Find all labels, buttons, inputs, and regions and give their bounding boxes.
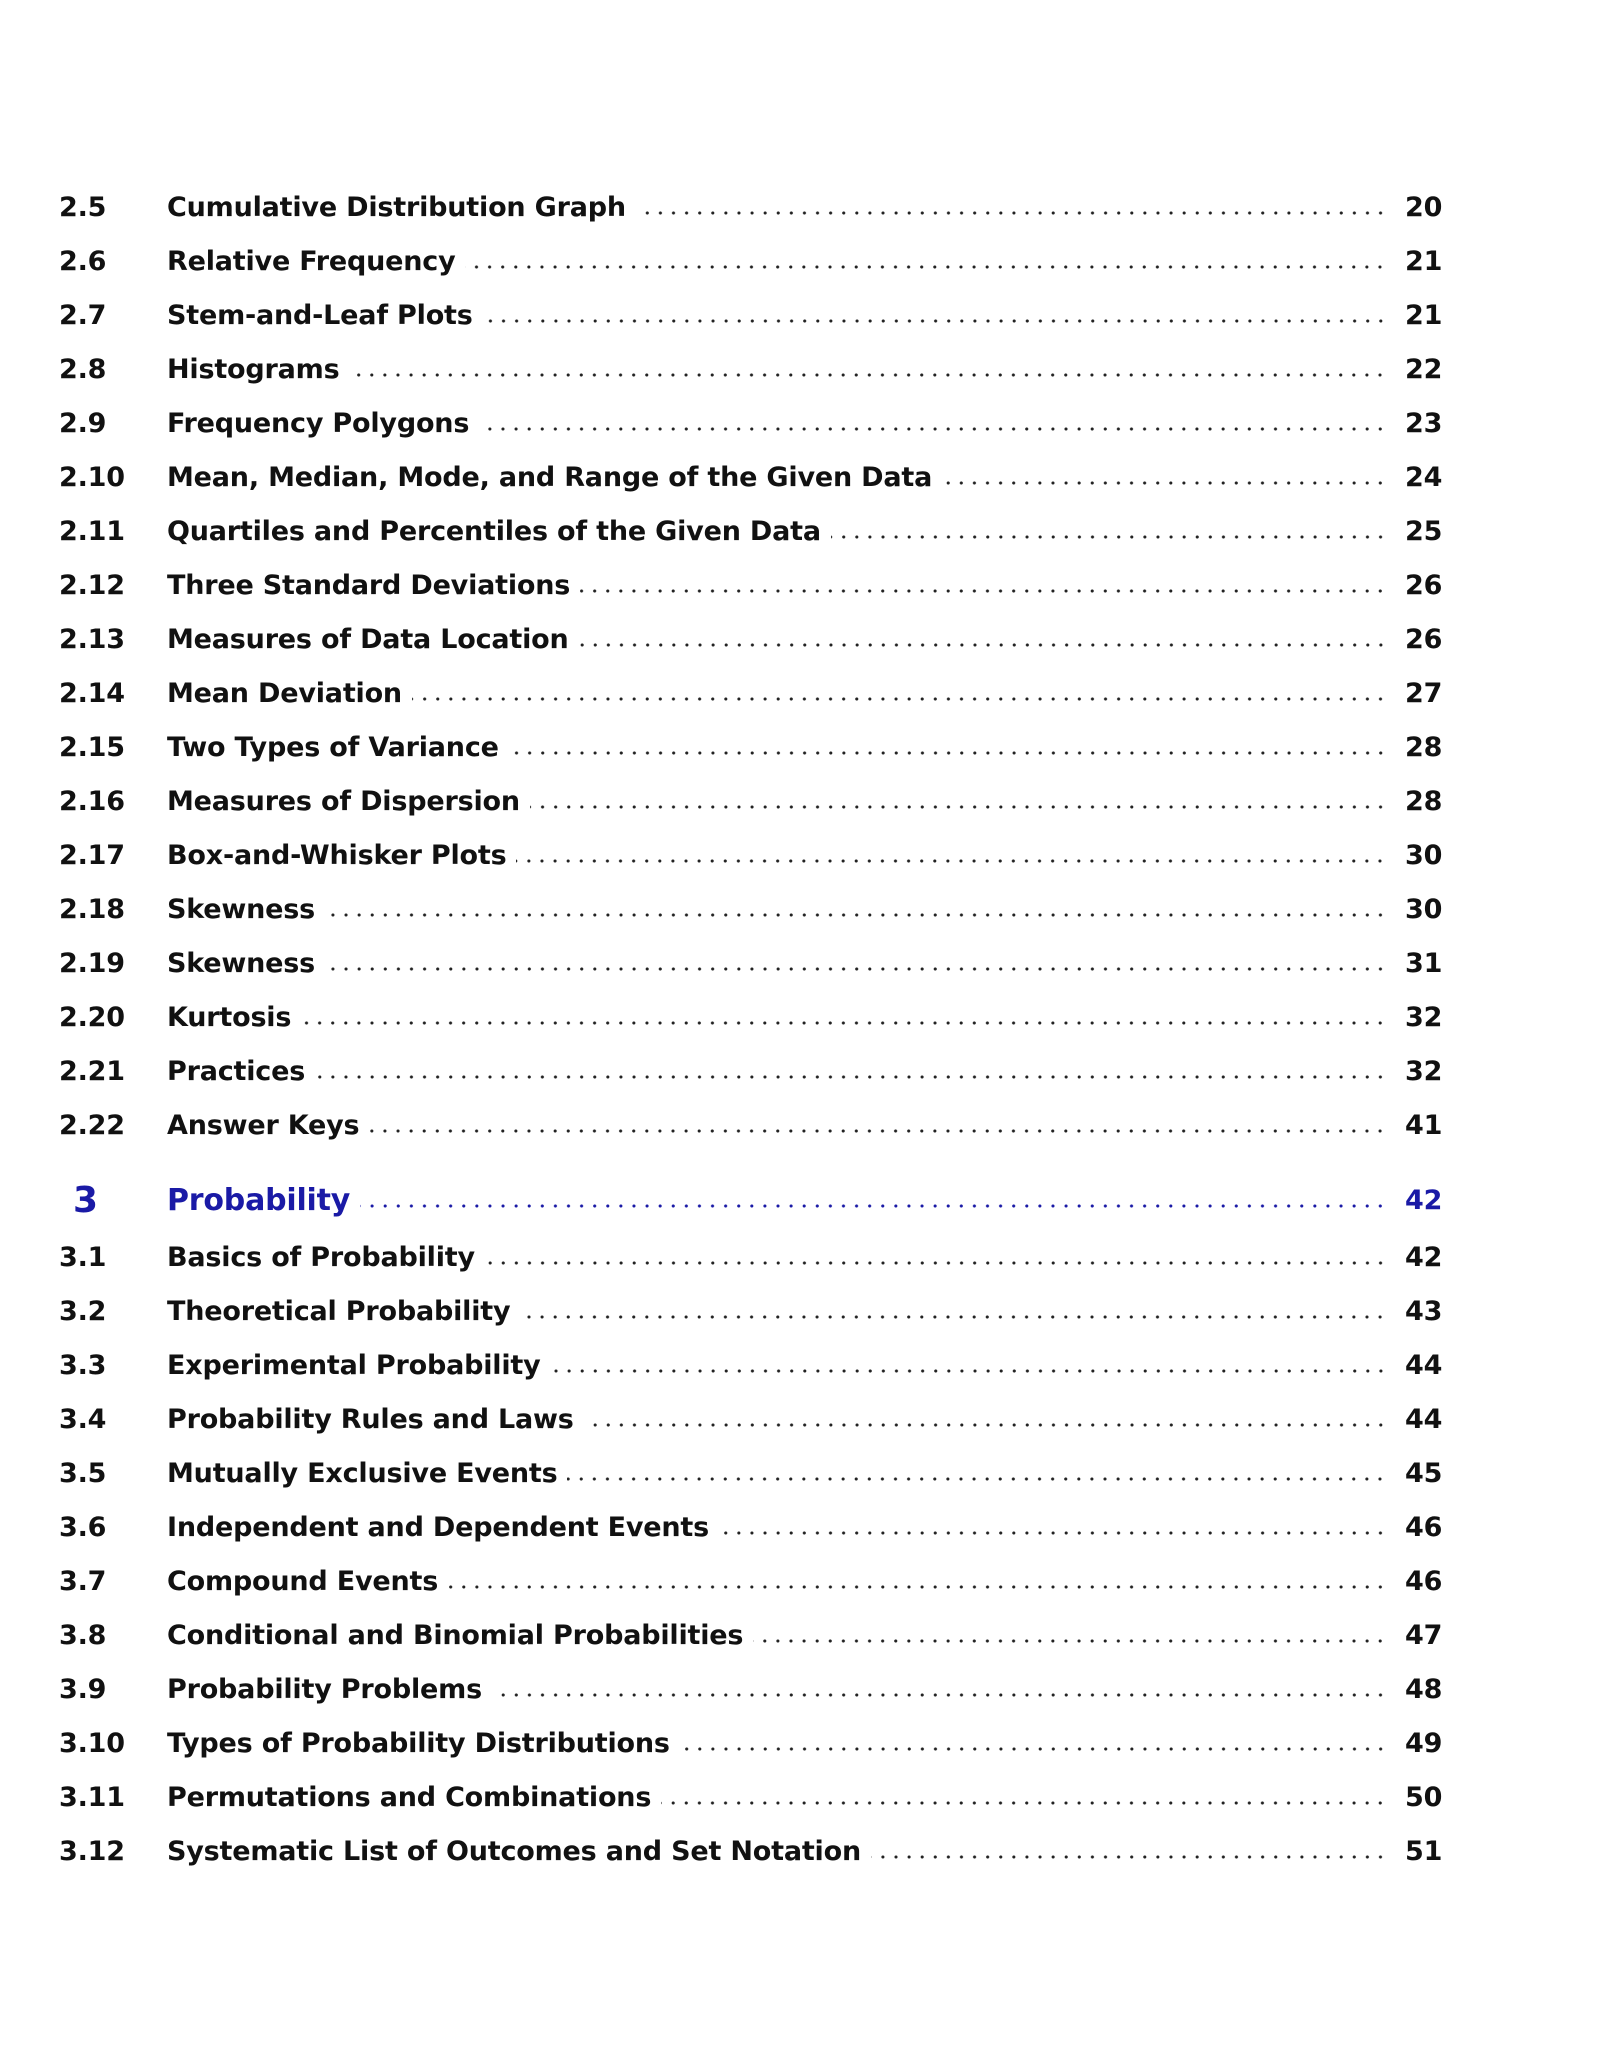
section-title: Experimental Probability: [167, 1349, 541, 1381]
page-number: 46: [1405, 1565, 1443, 1597]
section-title: Probability Problems: [167, 1673, 482, 1705]
section-title: Frequency Polygons: [167, 407, 470, 439]
toc-entry-3-1[interactable]: [59, 1235, 1443, 1279]
page-number: 44: [1405, 1403, 1443, 1435]
dot-leader: [942, 480, 1387, 486]
section-title: Theoretical Probability: [167, 1295, 511, 1327]
dot-leader: [871, 1854, 1387, 1860]
dot-leader: [360, 1203, 1387, 1209]
page-number: 42: [1405, 1241, 1443, 1273]
section-title: Mean, Median, Mode, and Range of the Given Data: [167, 461, 933, 493]
section-title: Measures of Dispersion: [167, 785, 520, 817]
page-number: 30: [1405, 839, 1443, 871]
section-title: Measures of Data Location: [167, 623, 569, 655]
toc-entry-3-4[interactable]: [59, 1397, 1443, 1441]
dot-leader: [509, 750, 1387, 756]
page-number: 45: [1405, 1457, 1443, 1489]
page-number: 47: [1405, 1619, 1443, 1651]
page-number: 21: [1405, 299, 1443, 331]
section-number: 2.9: [59, 407, 107, 439]
dot-leader: [325, 966, 1387, 972]
chapter-title: Probability: [167, 1182, 351, 1218]
page-number: 28: [1405, 731, 1443, 763]
section-title: Independent and Dependent Events: [167, 1511, 710, 1543]
dot-leader: [520, 1314, 1387, 1320]
section-title: Histograms: [167, 353, 340, 385]
page-number: 49: [1405, 1727, 1443, 1759]
section-number: 2.10: [59, 461, 125, 493]
page-number: 31: [1405, 947, 1443, 979]
section-number: 2.13: [59, 623, 125, 655]
dot-leader: [516, 858, 1387, 864]
toc-entry-3-7[interactable]: [59, 1559, 1443, 1603]
section-title: Box-and-Whisker Plots: [167, 839, 507, 871]
toc-entry-2-11[interactable]: [59, 509, 1443, 553]
section-number: 3.12: [59, 1835, 125, 1867]
section-number: 3.3: [59, 1349, 107, 1381]
section-title: Two Types of Variance: [167, 731, 499, 763]
section-title: Stem-and-Leaf Plots: [167, 299, 473, 331]
toc-entry-2-21[interactable]: [59, 1049, 1443, 1093]
toc-entry-2-17[interactable]: [59, 833, 1443, 877]
dot-leader: [483, 318, 1387, 324]
section-title: Three Standard Deviations: [167, 569, 571, 601]
section-title: Conditional and Binomial Probabilities: [167, 1619, 744, 1651]
dot-leader: [584, 1422, 1387, 1428]
toc-entry-2-7[interactable]: [59, 293, 1443, 337]
toc-entry-2-15[interactable]: [59, 725, 1443, 769]
section-number: 3.10: [59, 1727, 125, 1759]
page-number: 51: [1405, 1835, 1443, 1867]
section-title: Answer Keys: [167, 1109, 360, 1141]
section-title: Probability Rules and Laws: [167, 1403, 574, 1435]
page-number: 32: [1405, 1055, 1443, 1087]
section-number: 2.7: [59, 299, 107, 331]
section-number: 2.11: [59, 515, 125, 547]
section-title: Systematic List of Outcomes and Set Notation: [167, 1835, 861, 1867]
section-title: Relative Frequency: [167, 245, 456, 277]
page-number: 32: [1405, 1001, 1443, 1033]
section-title: Mean Deviation: [167, 677, 402, 709]
page-number: 46: [1405, 1511, 1443, 1543]
section-number: 2.8: [59, 353, 107, 385]
page-number: 25: [1405, 515, 1443, 547]
section-number: 2.5: [59, 191, 107, 223]
dot-leader: [831, 534, 1387, 540]
dot-leader: [579, 642, 1387, 648]
section-number: 3.11: [59, 1781, 125, 1813]
section-number: 3.7: [59, 1565, 107, 1597]
dot-leader: [325, 912, 1387, 918]
section-number: 2.16: [59, 785, 125, 817]
toc-entry-3-8[interactable]: [59, 1613, 1443, 1657]
dot-leader: [530, 804, 1387, 810]
dot-leader: [301, 1020, 1387, 1026]
dot-leader: [636, 210, 1387, 216]
section-title: Types of Probability Distributions: [167, 1727, 670, 1759]
dot-leader: [492, 1692, 1387, 1698]
dot-leader: [753, 1638, 1387, 1644]
section-number: 2.22: [59, 1109, 125, 1141]
toc-entry-2-6[interactable]: [59, 239, 1443, 283]
toc-entry-2-13[interactable]: [59, 617, 1443, 661]
dot-leader: [369, 1128, 1387, 1134]
section-title: Quartiles and Percentiles of the Given Data: [167, 515, 821, 547]
toc-entry-2-8[interactable]: [59, 347, 1443, 391]
section-number: 3.6: [59, 1511, 107, 1543]
toc-entry-2-9[interactable]: [59, 401, 1443, 445]
section-title: Compound Events: [167, 1565, 439, 1597]
section-title: Permutations and Combinations: [167, 1781, 652, 1813]
section-title: Skewness: [167, 893, 316, 925]
toc-entry-2-19[interactable]: [59, 941, 1443, 985]
page-number: 23: [1405, 407, 1443, 439]
page-number: 42: [1405, 1184, 1443, 1216]
toc-entry-3-9[interactable]: [59, 1667, 1443, 1711]
toc-entry-3-3[interactable]: [59, 1343, 1443, 1387]
dot-leader: [580, 588, 1387, 594]
page-number: 41: [1405, 1109, 1443, 1141]
section-title: Mutually Exclusive Events: [167, 1457, 558, 1489]
dot-leader: [661, 1800, 1387, 1806]
page-number: 24: [1405, 461, 1443, 493]
dot-leader: [485, 1260, 1387, 1266]
page-number: 26: [1405, 569, 1443, 601]
page-number: 48: [1405, 1673, 1443, 1705]
dot-leader: [680, 1746, 1387, 1752]
section-number: 2.12: [59, 569, 125, 601]
section-number: 2.15: [59, 731, 125, 763]
toc-entry-2-20[interactable]: [59, 995, 1443, 1039]
toc-chapter-3[interactable]: [59, 1178, 1443, 1222]
section-number: 3.1: [59, 1241, 107, 1273]
page-number: 27: [1405, 677, 1443, 709]
dot-leader: [479, 426, 1387, 432]
toc-entry-2-22[interactable]: [59, 1103, 1443, 1147]
section-number: 3.4: [59, 1403, 107, 1435]
section-number: 3.8: [59, 1619, 107, 1651]
page-number: 43: [1405, 1295, 1443, 1327]
page-number: 26: [1405, 623, 1443, 655]
page-number: 22: [1405, 353, 1443, 385]
toc-entry-2-16[interactable]: [59, 779, 1443, 823]
section-title: Basics of Probability: [167, 1241, 475, 1273]
section-title: Cumulative Distribution Graph: [167, 191, 626, 223]
section-number: 2.6: [59, 245, 107, 277]
toc-entry-3-6[interactable]: [59, 1505, 1443, 1549]
toc-entry-2-14[interactable]: [59, 671, 1443, 715]
dot-leader: [719, 1530, 1387, 1536]
page-number: 28: [1405, 785, 1443, 817]
toc-entry-3-10[interactable]: [59, 1721, 1443, 1765]
dot-leader: [349, 372, 1387, 378]
section-number: 2.17: [59, 839, 125, 871]
dot-leader: [412, 696, 1387, 702]
dot-leader: [551, 1368, 1387, 1374]
toc-entry-3-2[interactable]: [59, 1289, 1443, 1333]
toc-entry-3-5[interactable]: [59, 1451, 1443, 1495]
page-number: 50: [1405, 1781, 1443, 1813]
page-number: 20: [1405, 191, 1443, 223]
section-number: 2.20: [59, 1001, 125, 1033]
section-number: 3.9: [59, 1673, 107, 1705]
dot-leader: [567, 1476, 1387, 1482]
page-number: 30: [1405, 893, 1443, 925]
toc-entry-2-12[interactable]: [59, 563, 1443, 607]
toc-entry-2-18[interactable]: [59, 887, 1443, 931]
dot-leader: [448, 1584, 1387, 1590]
section-number: 3.2: [59, 1295, 107, 1327]
section-title: Kurtosis: [167, 1001, 292, 1033]
toc-entry-3-11[interactable]: [59, 1775, 1443, 1819]
page-number: 44: [1405, 1349, 1443, 1381]
section-number: 2.18: [59, 893, 125, 925]
toc-entry-2-10[interactable]: [59, 455, 1443, 499]
section-number: 2.14: [59, 677, 125, 709]
section-number: 2.19: [59, 947, 125, 979]
chapter-number: 3: [73, 1179, 98, 1221]
section-number: 3.5: [59, 1457, 107, 1489]
section-title: Practices: [167, 1055, 306, 1087]
page-number: 21: [1405, 245, 1443, 277]
dot-leader: [465, 264, 1387, 270]
dot-leader: [315, 1074, 1387, 1080]
section-title: Skewness: [167, 947, 316, 979]
toc-entry-3-12[interactable]: [59, 1829, 1443, 1873]
toc-entry-2-5[interactable]: [59, 185, 1443, 229]
section-number: 2.21: [59, 1055, 125, 1087]
